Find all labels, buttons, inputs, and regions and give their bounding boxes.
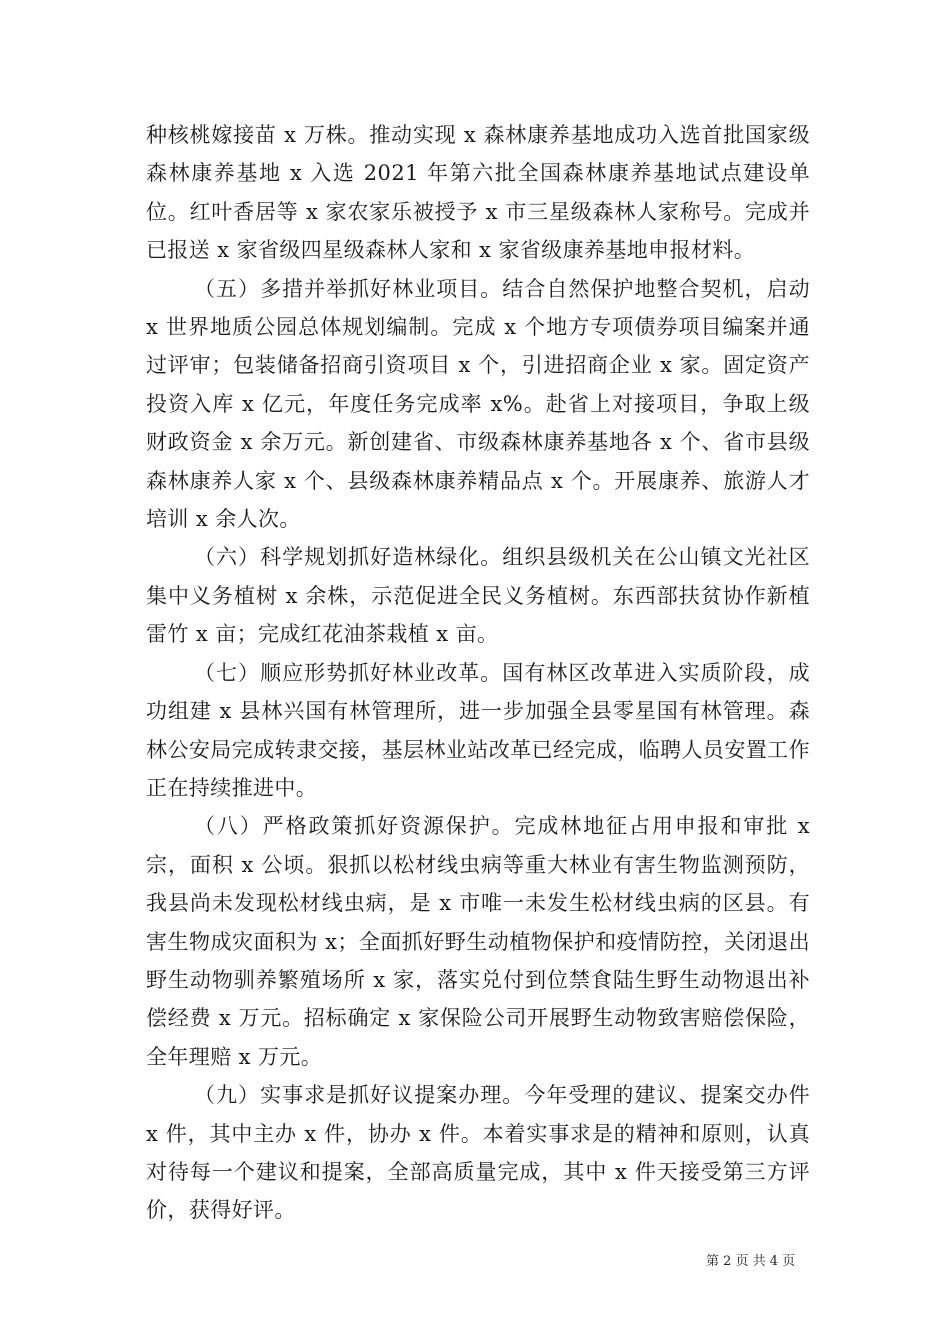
page-number-footer: 第 2 页 共 4 页 bbox=[706, 1254, 796, 1269]
paragraph-section-5: （五）多措并举抓好林业项目。结合自然保护地整合契机，启动 x 世界地质公园总体规划编制。完成 x 个地方专项债券项目编案并通过评审；包装储备招商引资项目 x 个，引进招商企业 x 家。固定资产投资入库 x 亿元，年度任务完成率 x%。赴省上对接项目，争取上级财政资金 x 余万元。新创建省、市级森林康养基地各 x 个、省市县级森林康养人家 x 个、县级森林康养精品点 x 个。开展康养、旅游人才培训 x 余人次。 bbox=[146, 276, 810, 532]
paragraph-section-9: （九）实事求是抓好议提案办理。今年受理的建议、提案交办件 x 件，其中主办 x 件，协办 x 件。本着实事求是的精神和原则，认真对待每一个建议和提案，全部高质量完成，其中 x 件天接受第三方评价，获得好评。 bbox=[146, 1083, 810, 1223]
paragraph-continued: 种核桃嫁接苗 x 万株。推动实现 x 森林康养基地成功入选首批国家级森林康养基地 x 入选 2021 年第六批全国森林康养基地试点建设单位。红叶香居等 x 家农家乐被授予 x 市三星级森林人家称号。完成并已报送 x 家省级四星级森林人家和 x 家省级康养基地申报材料。 bbox=[146, 123, 810, 263]
paragraph-section-8: （八）严格政策抓好资源保护。完成林地征占用申报和审批 x 宗，面积 x 公顷。狠抓以松材线虫病等重大林业有害生物监测预防，我县尚未发现松材线虫病，是 x 市唯一未发生松材线虫病的区县。有害生物成灾面积为 x；全面抓好野生动植物保护和疫情防控，关闭退出野生动物驯养繁殖场所 x 家，落实兑付到位禁食陆生野生动物退出补偿经费 x 万元。招标确定 x 家保险公司开展野生动物致害赔偿保险，全年理赔 x 万元。 bbox=[146, 814, 810, 1069]
paragraph-section-7: （七）顺应形势抓好林业改革。国有林区改革进入实质阶段，成功组建 x 县林兴国有林管理所，进一步加强全县零星国有林管理。森林公安局完成转隶交接，基层林业站改革已经完成，临聘人员安置工作正在持续推进中。 bbox=[146, 660, 810, 800]
paragraph-section-6: （六）科学规划抓好造林绿化。组织县级机关在公山镇文光社区集中义务植树 x 余株，示范促进全民义务植树。东西部扶贫协作新植雷竹 x 亩；完成红花油茶栽植 x 亩。 bbox=[146, 545, 810, 647]
document-body bbox=[146, 116, 810, 1230]
